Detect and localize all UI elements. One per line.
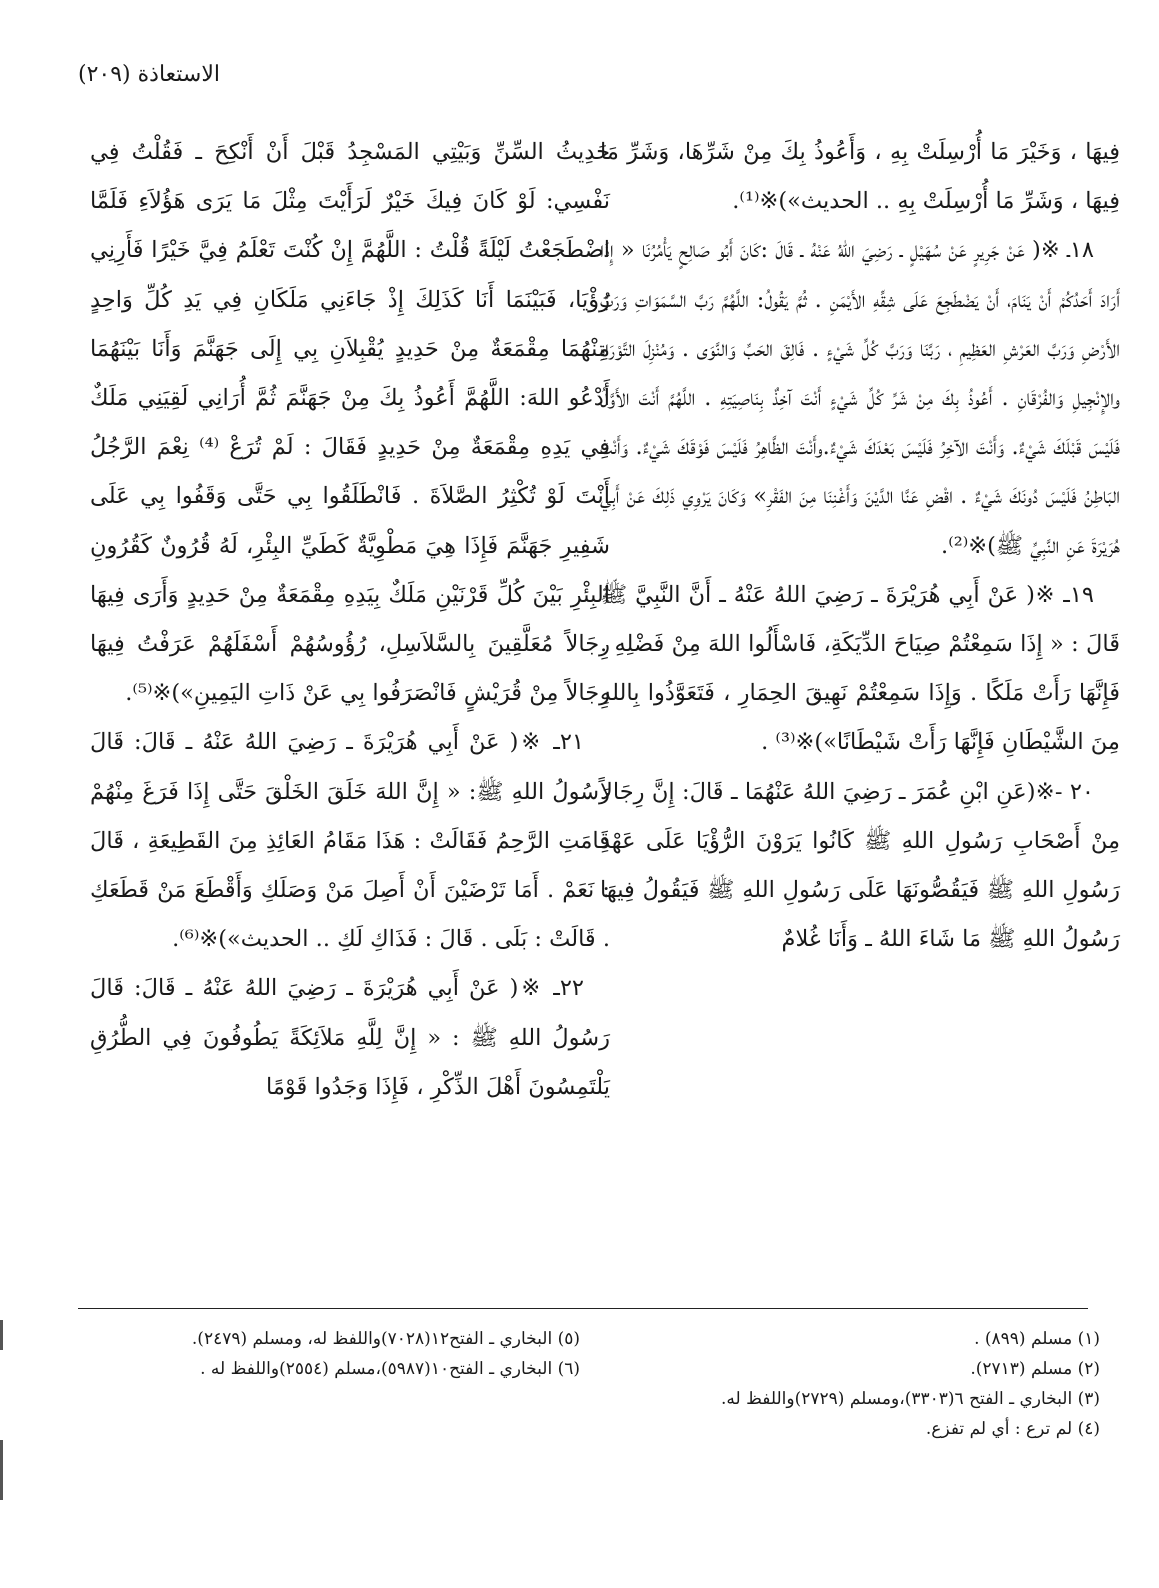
hadith-20: ٢٠ -※(عَنِ ابْنِ عُمَرَ ـ رَضِيَ اللهُ عَنْهُمَا ـ قَالَ: إِنَّ رِجَالاً مِنْ أَصْحَابِ رَسُولِ اللهِ ﷺ كَانُوا يَرَوْنَ الرُّؤْيَا عَلَى عَهْدِ رَسُولِ اللهِ ﷺ فَيَقُصُّونَهَا عَلَى رَسُولِ اللهِ ﷺ فَيَقُولُ فِيهَا رَسُولُ اللهِ ﷺ مَا شَاءَ اللهُ ـ وَأَنَا غُلامٌ	[600, 778, 1120, 953]
hadith-22: ٢٢ـ ※( عَنْ أَبِي هُرَيْرَةَ ـ رَضِيَ اللهُ عَنْهُ ـ قَالَ: قَالَ رَسُولُ اللهِ ﷺ : « إِنَّ لِلَّهِ مَلاَئِكَةً يَطُوفُونَ فِي الطُّرُقِ يَلْتَمِسُونَ أَهْلَ الذِّكْرِ ، فَإِذَا وَجَدُوا قَوْمًا	[90, 975, 610, 1100]
footnotes-left	[80, 1324, 580, 1384]
page-header: الاستعاذة (٢٠٩)	[78, 62, 220, 87]
footnote: (١) مسلم (٨٩٩) .	[974, 1329, 1100, 1349]
left-column	[90, 128, 610, 1112]
footnotes-right	[600, 1324, 1100, 1444]
hadith-18: ١٨ـ ※( عَنْ جَرِيرٍ عَنْ سُهَيْلٍ ـ رَضِيَ اللهُ عَنْهُ ـ قَالَ :كَانَ أَبُو صَالِحٍ يَأْمُرُنَا « إِذَا أَرَادَ أَحَدُكُمْ أَنْ يَنَامَ، أَنْ يَضْطَجِعَ عَلَى شِقِّهِ الأَيْمَنِ . ثُمَّ يَقُولُ: اللَّهُمَّ رَبَّ السَّمَوَاتِ وَرَبَّ الأَرْضِ وَرَبَّ العَرْشِ العَظِيمِ ، رَبَّنَا وَرَبَّ كُلِّ شَيْءٍ . فَالِقَ الحَبِّ وَالنَّوَى . وَمُنْزِلَ التَّوْرَاةِ والإِنْجِيلِ وَالفُرْقَانِ . أَعُوذُ بِكَ مِنْ شَرِّ كُلِّ شَيْءٍ أَنْتَ آخِذٌ بِنَاصِيَتِهِ . اللَّهُمَّ أَنْتَ الأَوَّلُ فَلَيْسَ قَبْلَكَ شَيْءٌ. وَأَنْتَ الآخِرُ فَلَيْسَ بَعْدَكَ شَيْءٌ.وأَنْتَ الظَّاهِرُ فَلَيْسَ فَوْقَكَ شَيْءٌ. وَأَنْتَ البَاطِنُ فَلَيْسَ دُونَكَ شَيْءٌ . اقْضِ عَنَّا الدَّيْنَ وَأَغْنِنَا مِنَ الفَقْرِ» وَكَانَ يَرْوِي ذَلِكَ عَنْ أَبِي هُرَيْرَةَ عَنِ النَّبِيِّ ﷺ)※⁽²⁾.	[600, 237, 1120, 559]
footnote: (٦) البخاري ـ الفتح١٠(٥٩٨٧)،مسلم (٢٥٥٤)واللفظ له .	[200, 1359, 580, 1379]
paragraph: فِيهَا ، وَخَيْرَ مَا أُرْسِلَتْ بِهِ ، وَأَعُوذُ بِكَ مِنْ شَرِّهَا، وَشَرِّ مَا فِيهَا ، وَشَرِّ مَا أُرْسِلَتْ بِهِ .. الحديث»)※⁽¹⁾.	[600, 139, 1120, 215]
footnote: (٢) مسلم (٢٧١٣).	[970, 1359, 1100, 1379]
paragraph: حَدِيثُ السِّنِّ وَبَيْتِي المَسْجِدُ قَبْلَ أَنْ أَنْكِحَ ـ فَقُلْتُ فِي نَفْسِي: لَوْ كَانَ فِيكَ خَيْرٌ لَرَأَيْتَ مِثْلَ مَا يَرَى هَؤُلاَءِ فَلَمَّا اضْطَجَعْتُ لَيْلَةً قُلْتُ : اللَّهُمَّ إِنْ كُنْتَ تَعْلَمُ فِيَّ خَيْرًا فَأَرِنِي رُؤْيَا، فَبَيْنَمَا أَنَا كَذَلِكَ إِذْ جَاءَنِي مَلَكَانِ فِي يَدِ كُلِّ وَاحِدٍ مِنْهُمَا مِقْمَعَةٌ مِنْ حَدِيدٍ يُقْبِلاَنِ بِي إِلَى جَهَنَّمَ وَأَنَا بَيْنَهُمَا أَدْعُو اللهَ: اللَّهُمَّ أَعُوذُ بِكَ مِنْ جَهَنَّمَ ثُمَّ أُرَانِي لَقِيَنِي مَلَكٌ فِي يَدِهِ مِقْمَعَةٌ مِنْ حَدِيدٍ فَقَالَ : لَمْ تُرَعْ ⁽⁴⁾ نِعْمَ الرَّجُلُ أَنْتَ لَوْ تُكْثِرُ الصَّلاَةَ . فَانْطَلَقُوا بِي حَتَّى وَقَفُوا بِي عَلَى شَفِيرِ جَهَنَّمَ فَإِذَا هِيَ مَطْوِيَّةٌ كَطَيِّ البِئْرِ، لَهُ قُرُونٌ كَقُرُونِ البِئْرِ بَيْنَ كُلِّ قَرْنَيْنِ مَلَكٌ بِيَدِهِ مِقْمَعَةٌ مِنْ حَدِيدٍ وَأَرَى فِيهَا رِجَالاً مُعَلَّقِينَ بِالسَّلاَسِلِ، رُؤُوسُهُمْ أَسْفَلَهُمْ عَرَفْتُ فِيهَا رِجَالاً مِنْ قُرَيْشٍ فَانْصَرَفُوا بِي عَنْ ذَاتِ اليَمِينِ»)※⁽⁵⁾.	[90, 139, 610, 707]
page-edge-mark	[0, 1440, 3, 1500]
hadith-21: ٢١ـ ※( عَنْ أَبِي هُرَيْرَةَ ـ رَضِيَ اللهُ عَنْهُ ـ قَالَ: قَالَ رَسُولُ اللهِ ﷺ: « إِنَّ اللهَ خَلَقَ الخَلْقَ حَتَّى إِذَا فَرَغَ مِنْهُمْ قَامَتِ الرَّحِمُ فَقَالَتْ : هَذَا مَقَامُ العَائِذِ مِنَ القَطِيعَةِ ، قَالَ : نَعَمْ . أَمَا تَرْضَيْنَ أَنْ أَصِلَ مَنْ وَصَلَكِ وَأَقْطَعَ مَنْ قَطَعَكِ . قَالَتْ : بَلَى . قَالَ : فَذَاكِ لَكِ .. الحديث»)※⁽⁶⁾.	[90, 729, 610, 953]
right-column	[600, 128, 1120, 964]
footnote: (٤) لم ترع : أي لم تفزع.	[925, 1419, 1100, 1439]
page-edge-mark	[0, 1320, 3, 1350]
footnote: (٣) البخاري ـ الفتح ٦(٣٣٠٣)،ومسلم (٢٧٢٩)واللفظ له.	[721, 1389, 1100, 1409]
hadith-19: ١٩ـ ※( عَنْ أَبِي هُرَيْرَةَ ـ رَضِيَ اللهُ عَنْهُ ـ أَنَّ النَّبِيَّ ﷺ قَالَ : « إِذَا سَمِعْتُمْ صِيَاحَ الدِّيَكَةِ، فَاسْأَلُوا اللهَ مِنْ فَضْلِهِ . فَإِنَّهَا رَأَتْ مَلَكًا . وَإِذَا سَمِعْتُمْ نَهِيقَ الحِمَارِ ، فَتَعَوَّذُوا بِاللهِ مِنَ الشَّيْطَانِ فَإِنَّهَا رَأَتْ شَيْطَانًا»)※⁽³⁾ .	[600, 581, 1120, 756]
footnote: (٥) البخاري ـ الفتح١٢(٧٠٢٨)واللفظ له، ومسلم (٢٤٧٩).	[191, 1329, 580, 1349]
footnote-divider	[78, 1308, 1088, 1309]
